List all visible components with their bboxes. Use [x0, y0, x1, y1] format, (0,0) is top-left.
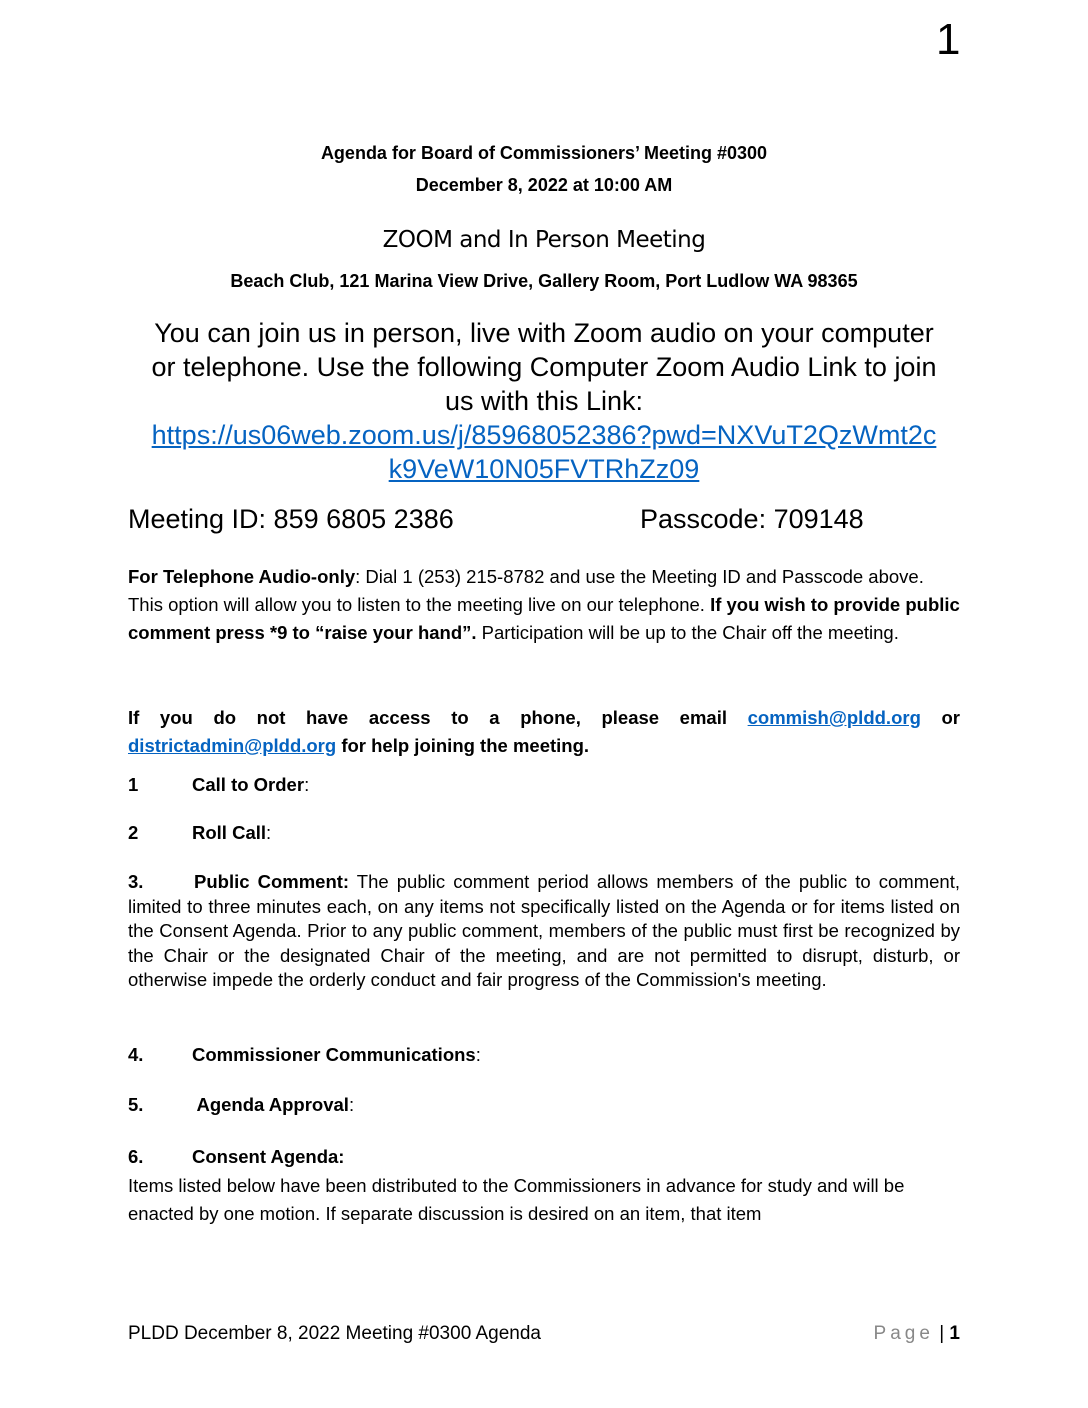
agenda-item-number: 2: [128, 822, 139, 843]
agenda-item-text: The public comment period allows members of the public to comment, limited to three minutes each, on any items not specifically listed on the Agenda or for items listed on the Consent Agenda. Prior to any public comment, members of the public must first be recognized by the Chair or the designated Chair of the meeting, and are not permitted to disrupt, disturb, or otherwise impede the orderly conduct and fair progress of the Commission's meeting.: [128, 871, 960, 990]
agenda-item-public-comment: [128, 870, 960, 993]
page-number-top: 1: [936, 15, 961, 64]
agenda-item-suffix: :: [475, 1044, 481, 1065]
agenda-item-suffix: :: [304, 774, 310, 795]
zoom-link-line-1[interactable]: https://us06web.zoom.us/j/85968052386?pwd=NXVuT2QzWmt2c: [151, 420, 937, 450]
meeting-location: Beach Club, 121 Marina View Drive, Gallery Room, Port Ludlow WA 98365: [230, 271, 858, 291]
agenda-item-label: Call to Order: [192, 774, 305, 795]
agenda-item-number: 4.: [128, 1044, 144, 1065]
meeting-date-time: December 8, 2022 at 10:00 AM: [415, 175, 673, 195]
agenda-item-roll-call: [128, 821, 271, 845]
zoom-link[interactable]: [128, 418, 960, 452]
join-line-2: or telephone. Use the following Computer Zoom Audio Link to join: [151, 352, 937, 382]
agenda-item-label: Commissioner Communications: [192, 1044, 476, 1065]
agenda-item-agenda-approval: [128, 1093, 354, 1117]
join-line-3: us with this Link:: [444, 386, 644, 416]
agenda-title: Agenda for Board of Commissioners’ Meeting #0300: [320, 143, 768, 163]
agenda-item-number: 3.: [128, 871, 144, 892]
agenda-item-call-to-order: [128, 773, 309, 797]
telephone-label: For Telephone Audio-only: [128, 566, 356, 587]
agenda-item-number: 5.: [128, 1094, 144, 1115]
page-footer: [128, 1322, 960, 1346]
agenda-item-consent-agenda: [128, 1145, 344, 1169]
no-phone-paragraph: [128, 704, 960, 760]
footer-separator: |: [933, 1323, 950, 1344]
agenda-item-commissioner-communications: [128, 1043, 481, 1067]
consent-agenda-text: Items listed below have been distributed to the Commissioners in advance for study and will be enacted by one motion. If separate discussion is desired on an item, that item: [128, 1175, 905, 1224]
agenda-item-suffix: :: [266, 822, 272, 843]
telephone-bold-text: If you wish to provide public comment press *9 to “raise your hand”.: [128, 594, 960, 643]
no-phone-text-1: If you do not have access to a phone, please email: [128, 707, 748, 728]
footer-page-number: 1: [949, 1323, 960, 1344]
join-line-1: You can join us in person, live with Zoom audio on your computer: [154, 318, 934, 348]
telephone-text-2: Participation will be up to the Chair off the meeting.: [476, 622, 899, 643]
passcode: Passcode: 709148: [640, 504, 864, 534]
agenda-item-number: 1: [128, 774, 139, 795]
agenda-item-suffix: :: [348, 1094, 355, 1115]
no-phone-text-3: for help joining the meeting.: [336, 735, 590, 756]
agenda-item-label: Consent Agenda:: [192, 1146, 345, 1167]
meeting-id: Meeting ID: 859 6805 2386: [128, 504, 454, 534]
footer-page-word: Page: [873, 1323, 934, 1344]
email-commish-link[interactable]: commish@pldd.org: [747, 707, 921, 728]
telephone-paragraph: [128, 563, 960, 647]
agenda-item-label: Roll Call: [192, 822, 267, 843]
footer-page-indicator: [874, 1322, 960, 1346]
telephone-text-1: : Dial 1 (253) 215-8782 and use the Meeting ID and Passcode above. This option will allow you to listen to the meeting live on our telephone.: [128, 566, 924, 615]
footer-title: PLDD December 8, 2022 Meeting #0300 Agenda: [128, 1323, 541, 1344]
meeting-subtitle: ZOOM and In Person Meeting: [382, 227, 706, 253]
zoom-link-line-2[interactable]: k9VeW10N05FVTRhZz09: [388, 454, 700, 484]
email-districtadmin-link[interactable]: districtadmin@pldd.org: [128, 735, 337, 756]
agenda-item-label: Public Comment:: [194, 871, 350, 892]
agenda-item-number: 6.: [128, 1146, 144, 1167]
agenda-item-label: Agenda Approval: [192, 1094, 349, 1115]
no-phone-text-2: or: [920, 707, 961, 728]
